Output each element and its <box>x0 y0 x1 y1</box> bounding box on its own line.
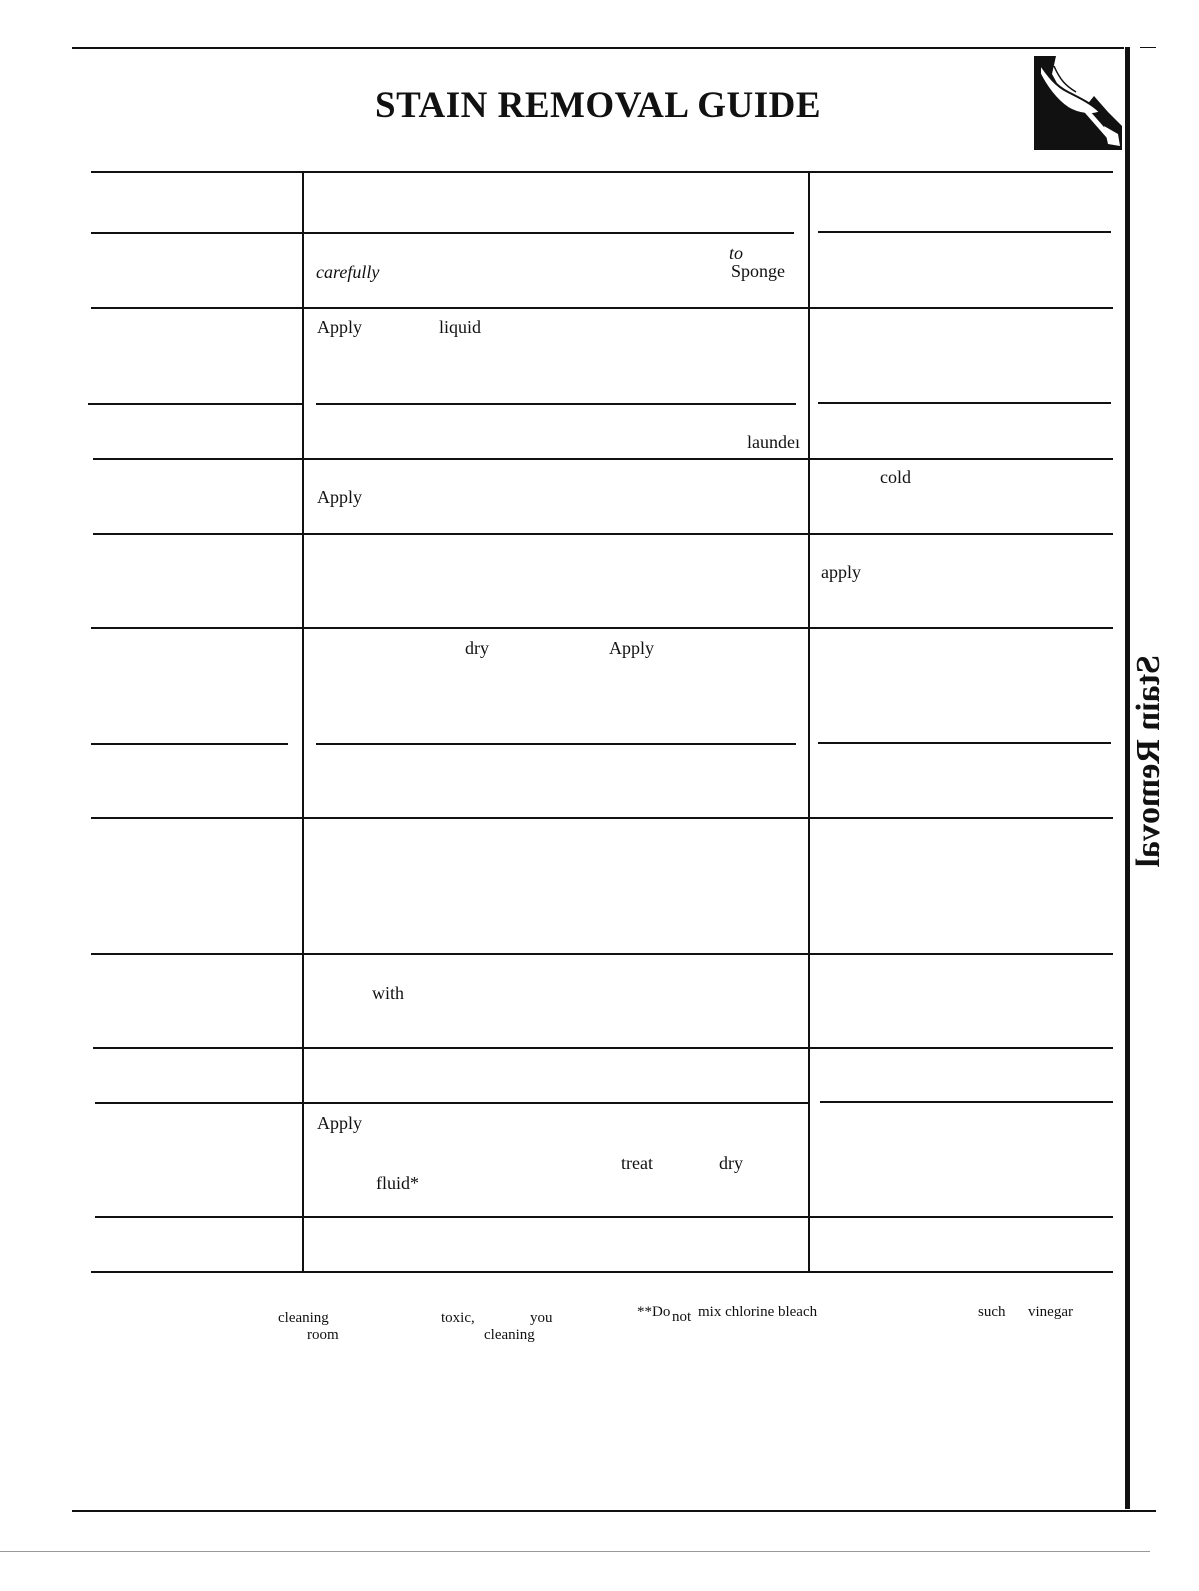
footnote-word: such <box>978 1304 1006 1320</box>
table-word: with <box>372 983 405 1003</box>
side-tab <box>1126 655 1168 915</box>
table-rule <box>316 743 796 745</box>
side-tab-text: Stain Removal <box>1130 655 1167 868</box>
bottom-rule <box>72 1510 1156 1512</box>
table-word: Apply <box>317 487 362 507</box>
table-word: treat <box>621 1153 653 1173</box>
table-word: carefully <box>316 262 380 282</box>
table-word: dry <box>465 638 489 658</box>
table-word: Apply <box>609 638 654 658</box>
table-rule <box>91 817 1113 819</box>
table-rule <box>95 1216 1113 1218</box>
table-word: to <box>729 243 744 263</box>
table-rule <box>316 403 796 405</box>
table-word: fluid* <box>376 1173 419 1193</box>
table-rule <box>818 742 1111 744</box>
top-rule <box>72 47 1124 49</box>
page-title: STAIN REMOVAL GUIDE <box>375 85 822 126</box>
footnote-word: **Do <box>637 1304 671 1320</box>
table-word: apply <box>821 562 861 582</box>
footnote-word: toxic, <box>441 1310 475 1326</box>
table-rule <box>91 743 288 745</box>
edge-tick-top <box>1140 47 1156 48</box>
table-rule <box>91 953 1113 955</box>
footnote-word: cleaning <box>278 1310 329 1326</box>
table-rule <box>91 307 1113 309</box>
table-rule <box>91 171 1113 173</box>
hand-stain-icon <box>1034 56 1122 150</box>
table-rule <box>302 1102 808 1104</box>
table-rule <box>818 402 1111 404</box>
table-rule <box>91 627 1113 629</box>
table-rule <box>93 458 1113 460</box>
column-divider <box>302 172 304 1272</box>
table-rule <box>820 1101 1113 1103</box>
footnote-word: vinegar <box>1028 1304 1073 1320</box>
column-divider <box>808 172 810 1272</box>
table-word: Apply <box>317 1113 362 1133</box>
table-rule <box>93 1047 1113 1049</box>
table-word: laundeı <box>747 432 800 452</box>
table-rule <box>91 1271 1113 1273</box>
table-word: dry <box>719 1153 743 1173</box>
table-rule <box>818 231 1111 233</box>
table-rule <box>95 1102 302 1104</box>
table-rule <box>93 533 1113 535</box>
table-word: liquid <box>439 317 482 337</box>
table-rule <box>91 232 794 234</box>
footnote-word: mix chlorine bleach <box>698 1304 818 1320</box>
table-rule <box>88 403 302 405</box>
table-word: Sponge <box>731 261 785 281</box>
footnote-word: not <box>672 1309 692 1325</box>
footnote-word: room <box>307 1327 339 1343</box>
table-word: Apply <box>317 317 362 337</box>
table-word: cold <box>880 467 911 487</box>
footnote-word: you <box>530 1310 553 1326</box>
footnote-word: cleaning <box>484 1327 535 1343</box>
bottom-trim-line <box>0 1551 1150 1552</box>
